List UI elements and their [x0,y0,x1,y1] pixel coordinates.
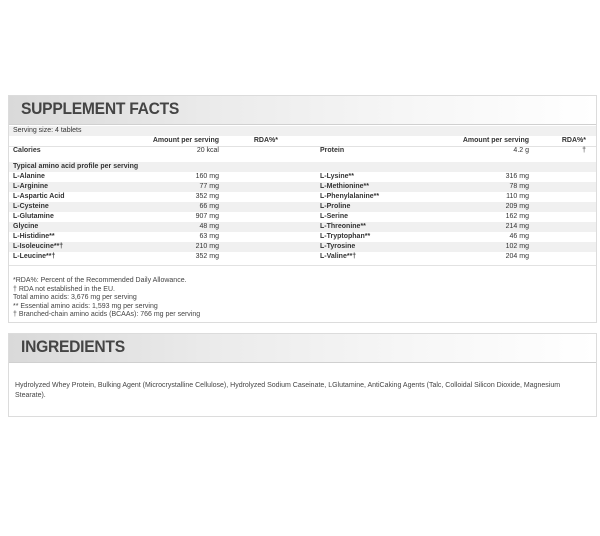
amino-amount-left: 66 mg [199,203,219,210]
footnote: *RDA%: Percent of the Recommended Daily Allowance. [13,277,187,284]
amino-row [9,202,596,212]
amino-name-left: L-Glutamine [13,213,54,220]
amino-name-right: L-Serine [320,213,349,220]
amino-name-right: L-Lysine** [320,173,354,180]
amino-amount-left: 352 mg [195,253,219,260]
calories-amount: 20 kcal [196,147,219,154]
amino-amount-right: 46 mg [509,233,529,240]
ingredients-panel [8,333,597,417]
ingredients-title: INGREDIENTS [21,337,125,356]
footnote: † Branched-chain amino acids (BCAAs): 766 mg per serving [13,311,201,318]
amino-amount-right: 162 mg [505,213,529,220]
amino-row [9,222,596,232]
amino-amount-left: 907 mg [195,213,219,220]
amino-amount-right: 316 mg [505,173,529,180]
protein-amount: 4.2 g [513,147,529,154]
amino-name-right: L-Tryptophan** [320,233,371,240]
amino-amount-left: 352 mg [195,193,219,200]
amino-amount-right: 214 mg [505,223,529,230]
amino-name-left: L-Alanine [13,173,45,180]
amino-row [9,172,596,182]
supplement-facts-title: SUPPLEMENT FACTS [21,99,180,118]
amino-name-left: L-Cysteine [13,203,49,210]
amino-amount-right: 209 mg [505,203,529,210]
supplement-facts-header [9,96,596,125]
ingredients-text: Hydrolyzed Whey Protein, Bulking Agent (Microcrystalline Cellulose), Hydrolyzed Sodium Caseinate, LGlutamine, AntiCaking Agents (Talc, Colloidal Silicon Dioxide, Magnesium Stearate). [15,382,561,399]
amino-amount-left: 77 mg [199,183,219,190]
serving-size-row [9,126,596,136]
amino-amount-right: 204 mg [505,253,529,260]
protein-rda: † [582,147,586,154]
amino-row [9,192,596,202]
amino-row [9,242,596,252]
amount-header-right: Amount per serving [462,137,529,144]
amino-name-right: L-Methionine** [320,183,369,190]
amino-row [9,252,596,262]
table-divider [9,265,596,266]
amino-amount-left: 63 mg [199,233,219,240]
calories-label: Calories [13,147,41,154]
amino-name-left: L-Isoleucine**† [13,243,64,250]
amino-heading-row [9,162,596,172]
footnote: † RDA not established in the EU. [13,285,115,293]
amino-name-right: L-Phenylalanine** [320,193,380,200]
amino-name-right: L-Proline [320,203,351,210]
amino-amount-right: 110 mg [506,193,529,200]
amino-name-left: Glycine [13,223,39,230]
amino-amount-right: 78 mg [509,183,529,190]
amino-name-right: L-Valine**† [320,253,357,260]
supplement-facts-panel [8,95,597,323]
amino-heading: Typical amino acid profile per serving [13,163,139,170]
amino-row [9,182,596,192]
amino-amount-left: 48 mg [199,223,219,230]
serving-size: Serving size: 4 tablets [13,127,82,134]
ingredients-header [9,334,596,363]
footnote: Total amino acids: 3,676 mg per serving [13,294,137,301]
amino-name-right: L-Threonine** [320,223,366,230]
calories-protein-row [9,146,596,156]
amino-row [9,212,596,222]
footnote: ** Essential amino acids: 1,593 mg per serving [13,302,158,310]
amino-name-right: L-Tyrosine [320,243,356,250]
amino-name-left: L-Arginine [13,183,48,190]
amino-name-left: L-Leucine**† [13,253,56,260]
amino-name-left: L-Aspartic Acid [13,193,65,200]
amino-amount-left: 210 mg [195,243,219,250]
amino-amount-left: 160 mg [195,173,219,180]
rda-header-right: RDA%* [561,137,586,144]
protein-label: Protein [320,147,345,154]
amount-header-left: Amount per serving [152,137,219,144]
amino-row [9,232,596,242]
amino-name-left: L-Histidine** [13,233,55,240]
rda-header-left: RDA%* [253,137,278,144]
amino-amount-right: 102 mg [505,243,529,250]
